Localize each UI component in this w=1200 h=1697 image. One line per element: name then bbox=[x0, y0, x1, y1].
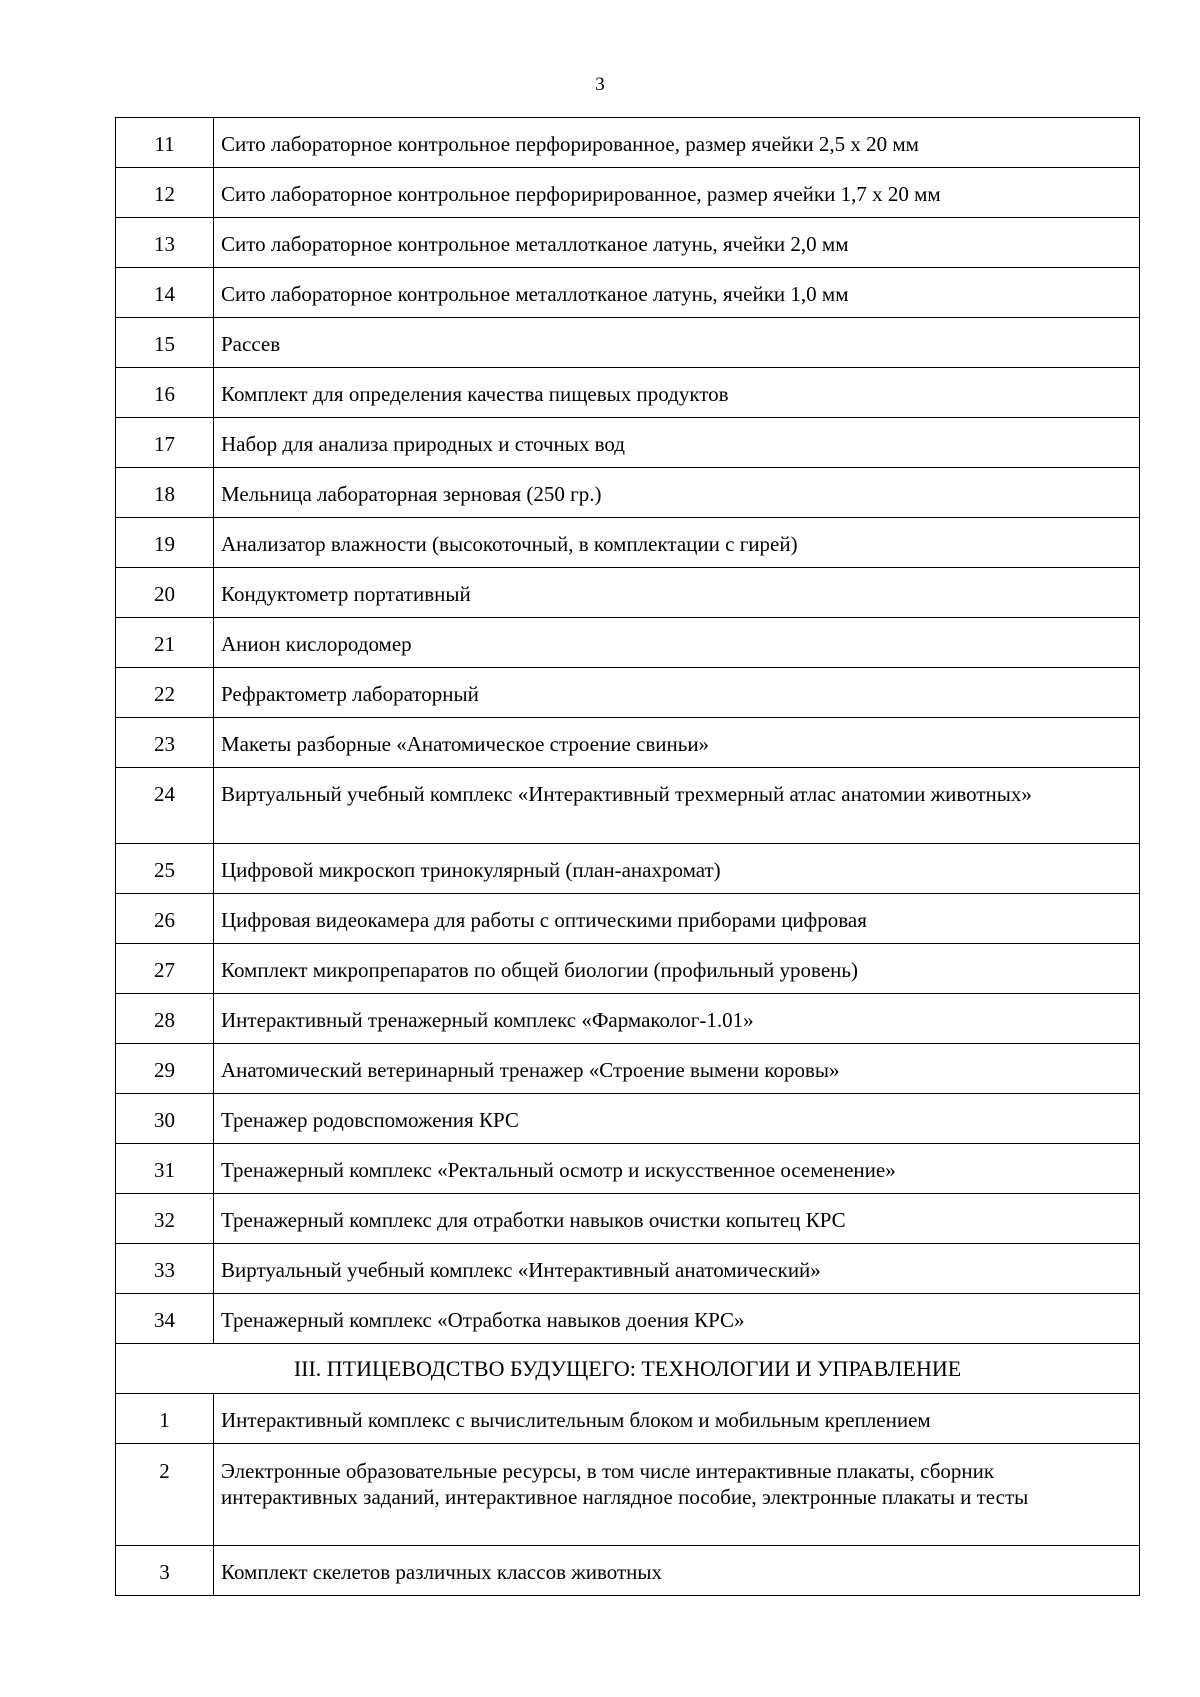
row-number: 22 bbox=[154, 682, 175, 706]
item-name: Комплект микропрепаратов по общей биологии (профильный уровень) bbox=[221, 958, 858, 982]
table-row bbox=[116, 418, 1140, 468]
item-name: Набор для анализа природных и сточных вод bbox=[221, 432, 625, 456]
row-number: 2 bbox=[159, 1459, 170, 1483]
table-row bbox=[116, 518, 1140, 568]
row-number: 12 bbox=[154, 182, 175, 206]
item-name: Сито лабораторное контрольное перфорированное, размер ячейки 2,5 х 20 мм bbox=[221, 132, 919, 156]
table-row bbox=[116, 1094, 1140, 1144]
row-number: 16 bbox=[154, 382, 175, 406]
item-name: Анион кислородомер bbox=[221, 632, 412, 656]
item-name: Кондуктометр портативный bbox=[221, 582, 471, 606]
row-number: 25 bbox=[154, 858, 175, 882]
page-number: 3 bbox=[595, 74, 605, 95]
table-row bbox=[116, 1244, 1140, 1294]
item-name: Виртуальный учебный комплекс «Интерактивный анатомический» bbox=[221, 1258, 821, 1282]
item-name: Сито лабораторное контрольное перфорирированное, размер ячейки 1,7 х 20 мм bbox=[221, 182, 941, 206]
table-row bbox=[116, 468, 1140, 518]
row-number: 34 bbox=[154, 1308, 175, 1332]
item-name: Макеты разборные «Анатомическое строение свиньи» bbox=[221, 732, 710, 756]
row-number: 11 bbox=[154, 132, 175, 156]
section-title: III. ПТИЦЕВОДСТВО БУДУЩЕГО: ТЕХНОЛОГИИ И УПРАВЛЕНИЕ bbox=[293, 1356, 962, 1381]
table-row bbox=[116, 1394, 1140, 1444]
table-row bbox=[116, 668, 1140, 718]
table-row bbox=[116, 844, 1140, 894]
item-name: Тренажер родовспоможения КРС bbox=[221, 1108, 519, 1132]
item-name: Электронные образовательные ресурсы, в том числе интерактивные плакаты, сборник интерактивных заданий, интерактивное наглядное пособие, электронные плакаты и тесты bbox=[221, 1459, 1029, 1509]
table-row bbox=[116, 1546, 1140, 1596]
row-number: 32 bbox=[154, 1208, 175, 1232]
row-number: 15 bbox=[154, 332, 175, 356]
row-number: 23 bbox=[154, 732, 175, 756]
item-name: Рефрактометр лабораторный bbox=[221, 682, 479, 706]
row-number: 21 bbox=[154, 632, 175, 656]
row-number: 29 bbox=[154, 1058, 175, 1082]
table-row bbox=[116, 118, 1140, 168]
table-row bbox=[116, 1044, 1140, 1094]
row-number: 17 bbox=[154, 432, 175, 456]
table-row bbox=[116, 618, 1140, 668]
table-row bbox=[116, 718, 1140, 768]
item-name: Тренажерный комплекс «Отработка навыков доения КРС» bbox=[221, 1308, 745, 1332]
table-row bbox=[116, 268, 1140, 318]
table-row bbox=[116, 218, 1140, 268]
table-row bbox=[116, 768, 1140, 844]
item-name: Сито лабораторное контрольное металлотканое латунь, ячейки 1,0 мм bbox=[221, 282, 849, 306]
table-row bbox=[116, 368, 1140, 418]
item-name: Комплект скелетов различных классов животных bbox=[221, 1560, 662, 1584]
row-number: 33 bbox=[154, 1258, 175, 1282]
row-number: 19 bbox=[154, 532, 175, 556]
item-name: Сито лабораторное контрольное металлотканое латунь, ячейки 2,0 мм bbox=[221, 232, 849, 256]
row-number: 30 bbox=[154, 1108, 175, 1132]
table-row bbox=[116, 944, 1140, 994]
item-name: Интерактивный тренажерный комплекс «Фармаколог-1.01» bbox=[221, 1008, 754, 1032]
item-name: Анатомический ветеринарный тренажер «Строение вымени коровы» bbox=[221, 1058, 840, 1082]
table-row bbox=[116, 1194, 1140, 1244]
table-row bbox=[116, 1144, 1140, 1194]
row-number: 14 bbox=[154, 282, 175, 306]
item-name: Интерактивный комплекс с вычислительным блоком и мобильным креплением bbox=[221, 1408, 931, 1432]
row-number: 1 bbox=[159, 1408, 170, 1432]
item-name: Рассев bbox=[221, 332, 281, 356]
row-number: 26 bbox=[154, 908, 175, 932]
row-number: 31 bbox=[154, 1158, 175, 1182]
table-row bbox=[116, 1294, 1140, 1344]
section-header-row bbox=[116, 1344, 1140, 1394]
item-name: Цифровой микроскоп тринокулярный (план-анахромат) bbox=[221, 858, 721, 882]
item-name: Мельница лабораторная зерновая (250 гр.) bbox=[221, 482, 602, 506]
item-name: Тренажерный комплекс для отработки навыков очистки копытец КРС bbox=[221, 1208, 846, 1232]
row-number: 13 bbox=[154, 232, 175, 256]
table-row bbox=[116, 1444, 1140, 1546]
item-name: Тренажерный комплекс «Ректальный осмотр и искусственное осеменение» bbox=[221, 1158, 896, 1182]
table-row bbox=[116, 568, 1140, 618]
table-row bbox=[116, 894, 1140, 944]
item-name: Анализатор влажности (высокоточный, в комплектации с гирей) bbox=[221, 532, 798, 556]
row-number: 27 bbox=[154, 958, 175, 982]
equipment-table bbox=[115, 117, 1140, 1596]
row-number: 18 bbox=[154, 482, 175, 506]
table-row bbox=[116, 168, 1140, 218]
item-name: Цифровая видеокамера для работы с оптическими приборами цифровая bbox=[221, 908, 867, 932]
row-number: 20 bbox=[154, 582, 175, 606]
item-name: Комплект для определения качества пищевых продуктов bbox=[221, 382, 729, 406]
item-name: Виртуальный учебный комплекс «Интерактивный трехмерный атлас анатомии животных» bbox=[221, 782, 1032, 806]
row-number: 3 bbox=[159, 1560, 170, 1584]
table-row bbox=[116, 318, 1140, 368]
row-number: 28 bbox=[154, 1008, 175, 1032]
row-number: 24 bbox=[154, 782, 175, 806]
table-row bbox=[116, 994, 1140, 1044]
